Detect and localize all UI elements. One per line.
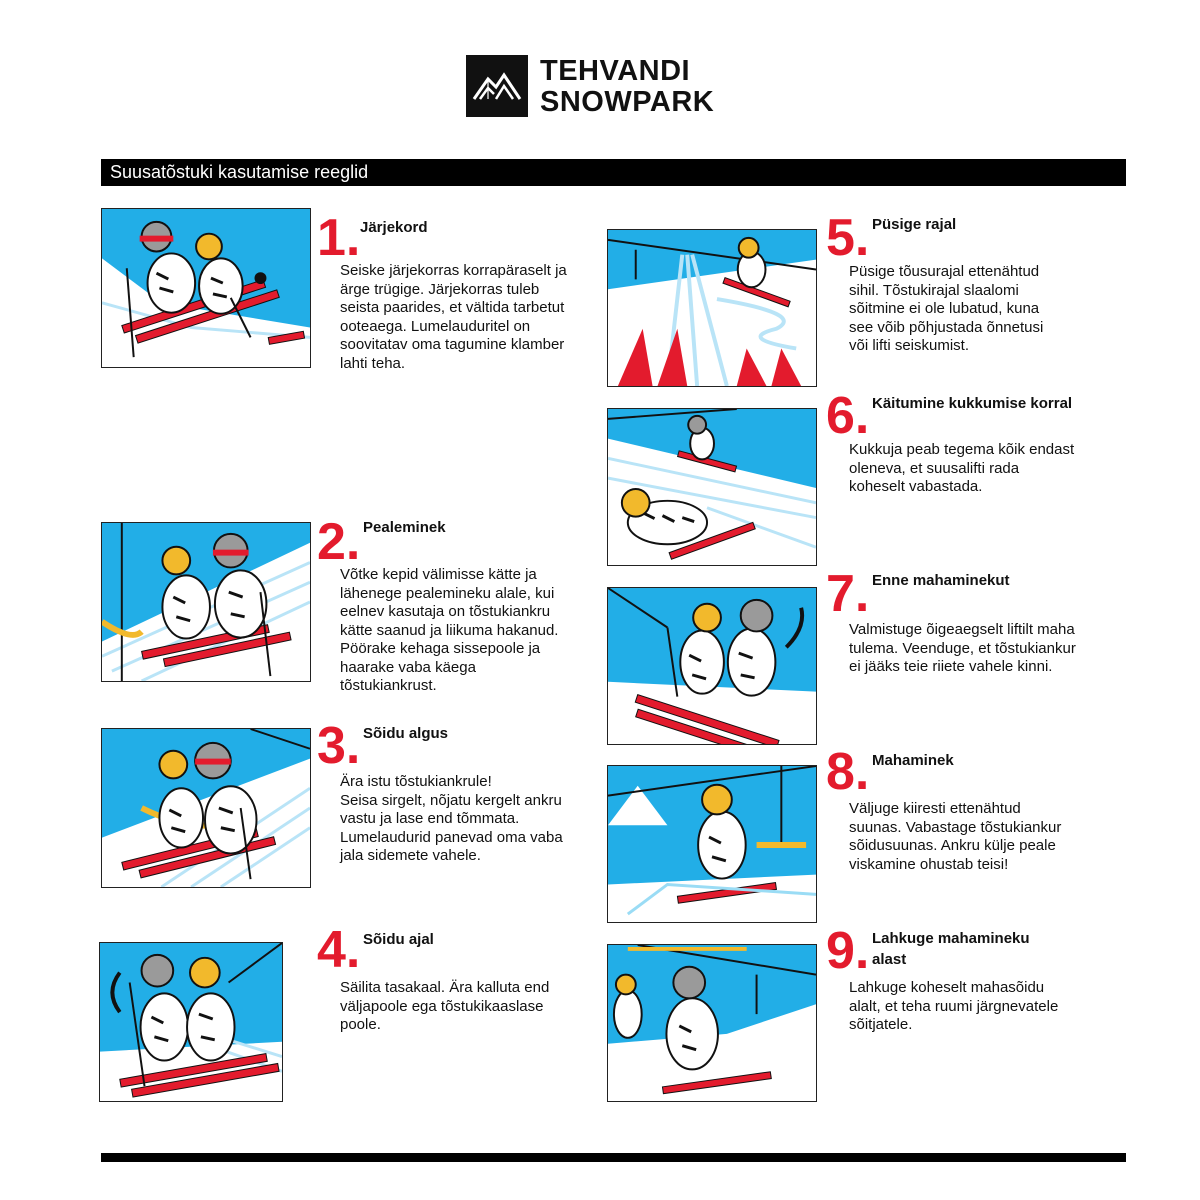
brand-name (540, 56, 714, 118)
mountain-logo-icon (466, 55, 528, 117)
rule-1-text: Seiske järjekorras korrapäraselt ja ärge trügige. Järjekorras tuleb seista paarides, et vältida tarbetut ooteaega. Lumelauduritel on soovitatav oma tagumine klamber lahti teha. (340, 262, 567, 372)
rule-3-number: 3. (317, 717, 361, 775)
rule-7-text: Valmistuge õigeaegselt liftilt maha tulema. Veenduge, et tõstukiankur ei jääks teie riiete vahele kinni. (849, 621, 1076, 675)
tiger-slalom-track-illustration (607, 229, 817, 387)
rule-6-text: Kukkuja peab tegema kõik endast oleneva, et suusalifti rada koheselt vabastada. (849, 441, 1075, 495)
tiger-leave-area-illustration (607, 944, 817, 1102)
tiger-exit-lift-illustration (607, 765, 817, 923)
rule-1-number: 1. (317, 209, 361, 267)
rule-3-text: Ära istu tõstukiankrule! Seisa sirgelt, nõjatu kergelt ankru vastu ja lase end tõmmata. Lumelaudurid panevad oma vaba jala sidemete vahele. (340, 773, 563, 864)
rule-9-title: Lahkuge mahamineku alast (872, 930, 1030, 968)
rule-8-number: 8. (826, 743, 870, 801)
section-title: Suusatõstuki kasutamise reeglid (110, 162, 369, 182)
tigers-before-exit-illustration (607, 587, 817, 745)
rule-6-title: Käitumine kukkumise korral (872, 395, 1073, 412)
rule-9-text: Lahkuge koheselt mahasõidu alalt, et teha ruumi järgnevatele sõitjatele. (849, 979, 1059, 1033)
rule-1-title: Järjekord (360, 219, 428, 236)
brand-logo (466, 55, 736, 117)
brand-line-1: TEHVANDI (540, 55, 691, 87)
rule-2-number: 2. (317, 513, 361, 571)
rule-8-text: Väljuge kiiresti ettenähtud suunas. Vabastage tõstukiankur sõidusuunas. Ankru külje peale viskamine ohustab teisi! (849, 800, 1062, 873)
brand-line-2: SNOWPARK (540, 86, 715, 118)
tigers-start-ride-illustration (101, 728, 311, 888)
rule-7-number: 7. (826, 565, 870, 623)
rule-5-title: Püsige rajal (872, 216, 957, 233)
tiger-fallen-illustration (607, 408, 817, 566)
rule-7-title: Enne mahaminekut (872, 572, 1010, 589)
rule-2-title: Pealeminek (363, 519, 446, 536)
rule-5-number: 5. (826, 209, 870, 267)
rule-6-number: 6. (826, 387, 870, 445)
rule-5-text: Püsige tõusurajal ettenähtud sihil. Tõstukirajal slaalomi sõitmine ei ole lubatud, kuna see võib põhjustada õnnetusi või lifti seiskumist. (849, 263, 1044, 354)
rule-4-text: Säilita tasakaal. Ära kalluta end väljapoole ega tõstukikaaslase poole. (340, 979, 550, 1033)
rule-8-title: Mahaminek (872, 752, 954, 769)
section-header-bar (101, 159, 1126, 186)
tigers-boarding-illustration (101, 522, 311, 682)
rule-4-number: 4. (317, 921, 361, 979)
rule-4-title: Sõidu ajal (363, 931, 434, 948)
tigers-riding-illustration (99, 942, 283, 1102)
rule-3-title: Sõidu algus (363, 725, 449, 742)
two-tigers-queue-illustration (101, 208, 311, 368)
footer-bar (101, 1153, 1126, 1162)
rule-9-number: 9. (826, 922, 870, 980)
rule-2-text: Võtke kepid välimisse kätte ja lähenege pealemineku alale, kui eelnev kasutaja on tõstukiankru kätte saanud ja liikuma hakanud. Pöörake kehaga sissepoole ja haarake vaba käega tõstukiankrust. (340, 566, 559, 694)
